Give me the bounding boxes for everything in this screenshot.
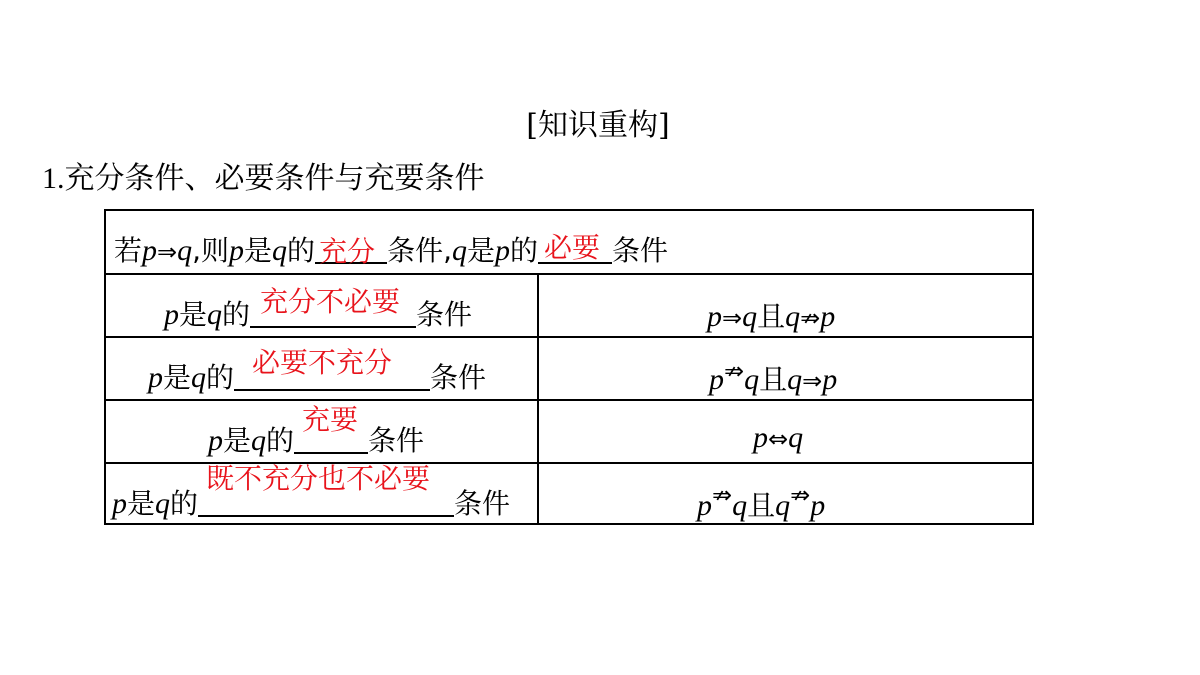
table-row xyxy=(106,338,1032,401)
answer-text: 必要不充分 xyxy=(252,346,393,379)
table-row-definition xyxy=(106,211,1032,275)
answer-text: 充分不必要 xyxy=(260,285,401,318)
answer-blank xyxy=(538,231,612,264)
table-row xyxy=(106,401,1032,464)
answer-text: 充分 xyxy=(319,235,376,268)
condition-cell: p是q的 充要 条件 xyxy=(106,401,539,462)
answer-text: 既不充分也不必要 xyxy=(206,462,431,495)
conditions-table xyxy=(104,209,1034,525)
relation-cell: p⇔q xyxy=(753,421,804,454)
condition-cell: p是q的 必要不充分 条件 xyxy=(106,338,539,399)
relation-cell: p⇏q且q⇒p xyxy=(709,357,838,396)
answer-text: 必要 xyxy=(544,231,601,264)
definition-text: 若p⇒q,则p是q的 充分 条件,q是p的 必要 条件 xyxy=(114,229,668,269)
table-row xyxy=(106,464,1032,523)
relation-cell: p⇒q且q⇏p xyxy=(707,300,836,333)
section-title-text: 充分条件、必要条件与充要条件 xyxy=(64,161,485,196)
table-row xyxy=(106,275,1032,338)
section-heading: [知识重构] xyxy=(526,108,670,143)
condition-cell: p是q的 既不充分也不必要 条件 xyxy=(106,464,539,523)
answer-blank xyxy=(294,403,368,454)
section-title xyxy=(42,153,485,197)
condition-cell: p是q的 充分不必要 条件 xyxy=(106,275,539,336)
relation-cell: p⇏q且q⇏p xyxy=(697,481,826,522)
answer-text: 充要 xyxy=(302,403,359,436)
answer-blank xyxy=(315,235,387,268)
section-number: 1. xyxy=(42,162,65,195)
